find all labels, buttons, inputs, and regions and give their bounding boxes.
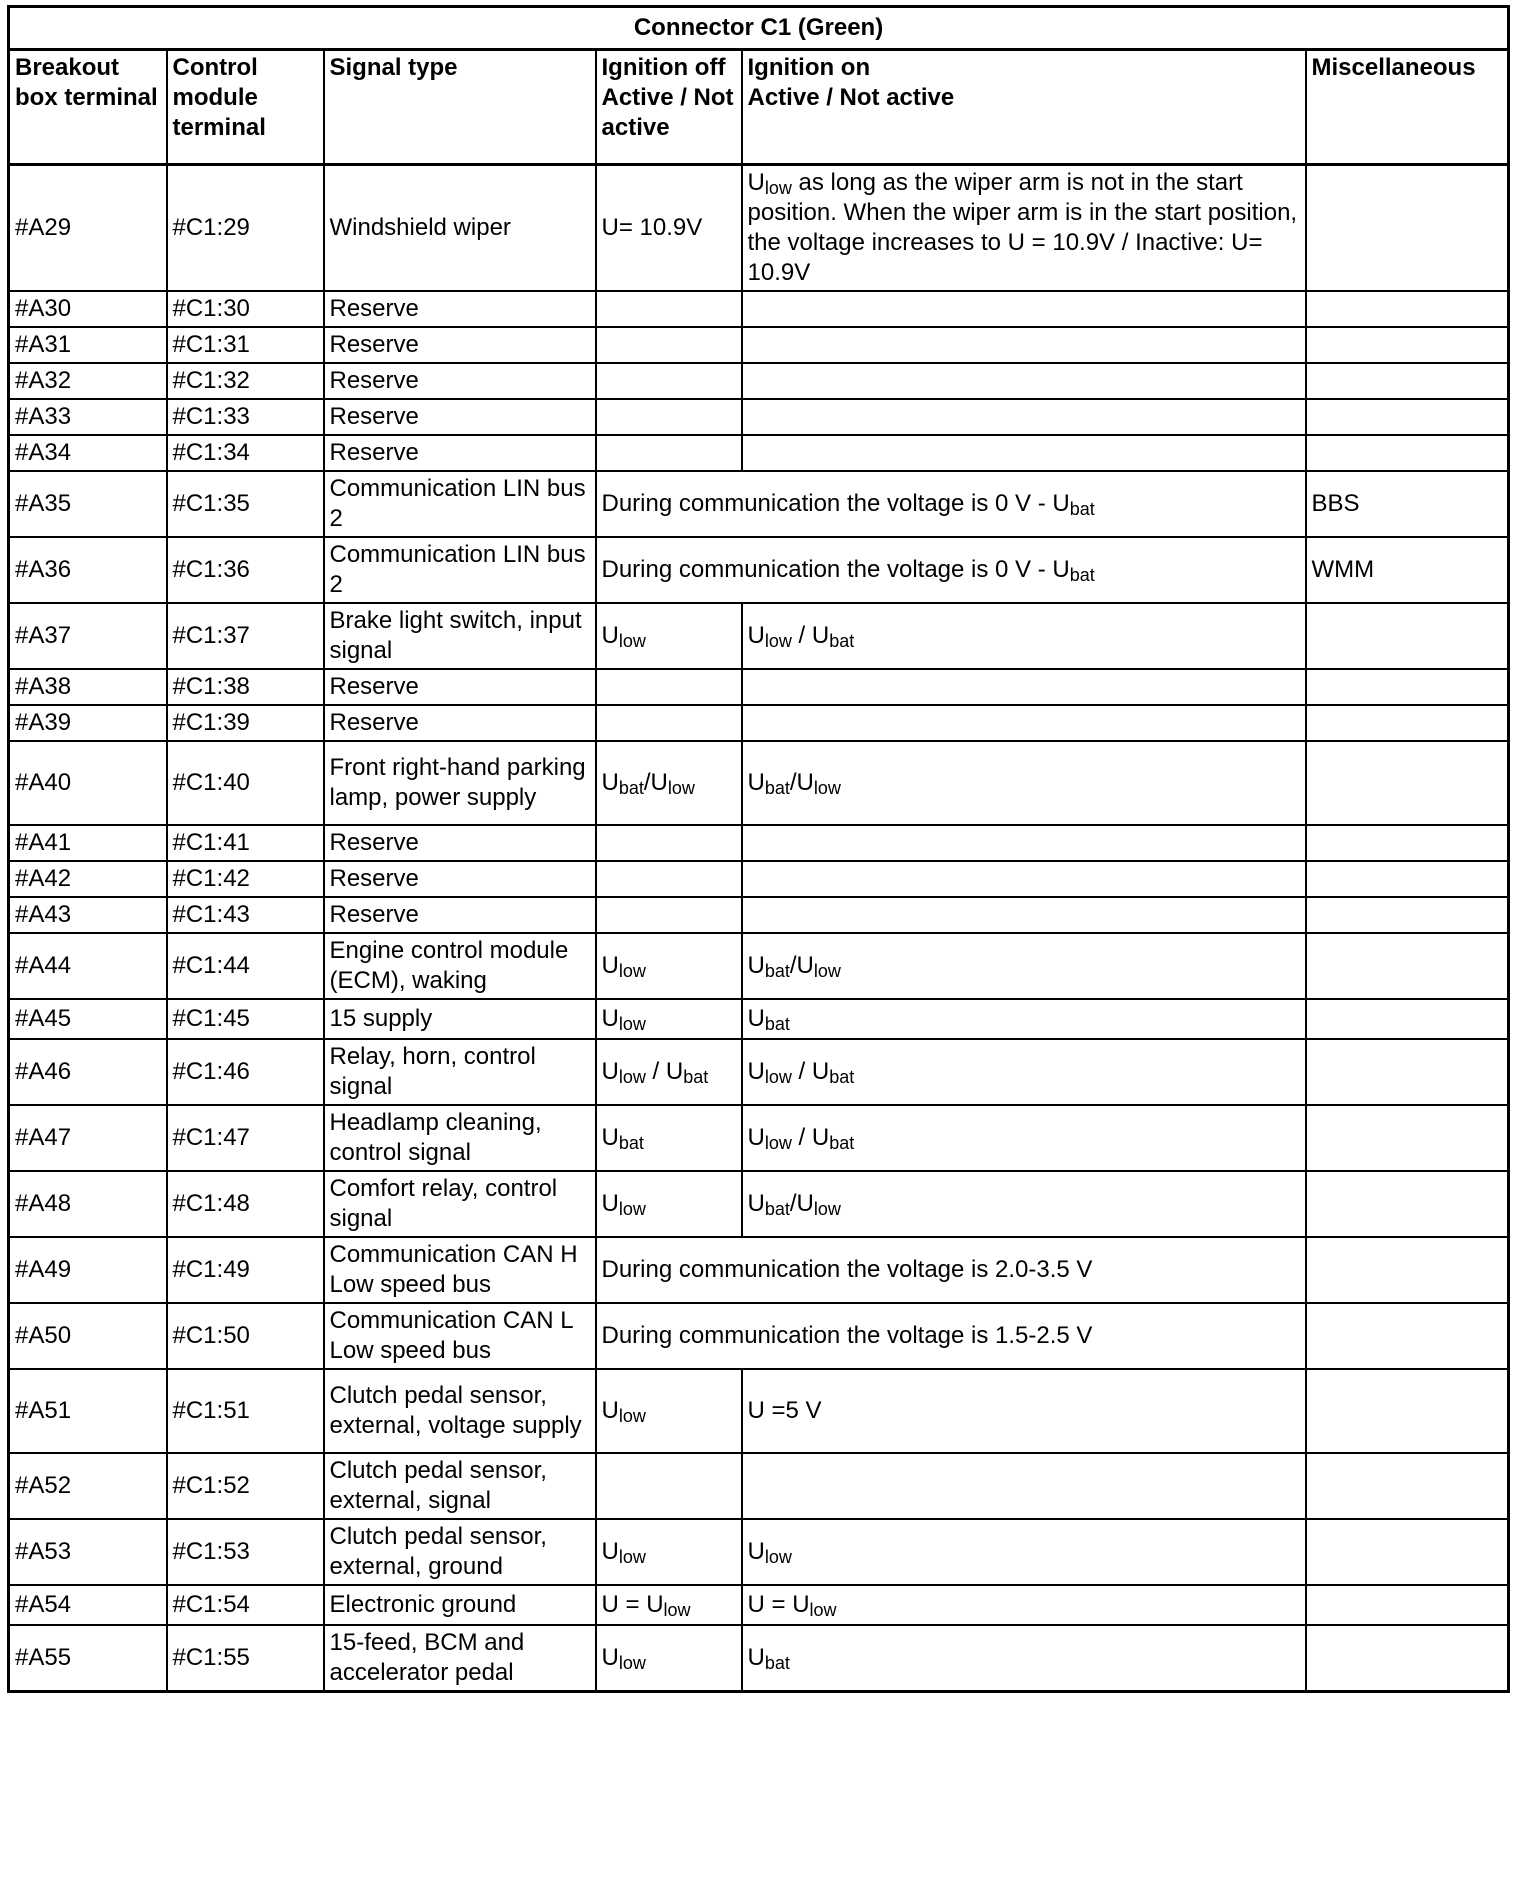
breakout-terminal-cell: #A40: [9, 741, 167, 825]
miscellaneous-cell: [1306, 1453, 1509, 1519]
breakout-terminal-cell: #A55: [9, 1625, 167, 1692]
miscellaneous-cell: [1306, 1585, 1509, 1625]
ignition-combined-cell: During communication the voltage is 0 V - $U_{bat}$: [596, 537, 1306, 603]
ignition-off-cell: [596, 705, 742, 741]
control-terminal-cell: #C1:38: [167, 669, 324, 705]
miscellaneous-cell: [1306, 435, 1509, 471]
ignition-on-cell: [742, 705, 1306, 741]
miscellaneous-cell: [1306, 291, 1509, 327]
table-row: [9, 435, 1509, 471]
table-row: [9, 1585, 1509, 1625]
connector-c1-table: [7, 5, 1510, 1693]
control-terminal-cell: #C1:54: [167, 1585, 324, 1625]
signal-type-cell: Headlamp cleaning, control signal: [324, 1105, 596, 1171]
breakout-terminal-cell: #A52: [9, 1453, 167, 1519]
signal-type-cell: Communication CAN H Low speed bus: [324, 1237, 596, 1303]
ignition-off-cell: $U_{low}$: [596, 1171, 742, 1237]
miscellaneous-cell: [1306, 165, 1509, 292]
signal-type-cell: Clutch pedal sensor, external, signal: [324, 1453, 596, 1519]
ignition-off-cell: $U_{low} / U_{bat}$: [596, 1039, 742, 1105]
ignition-off-cell: [596, 363, 742, 399]
control-terminal-cell: #C1:51: [167, 1369, 324, 1453]
control-terminal-cell: #C1:35: [167, 471, 324, 537]
ignition-on-cell: $U_{bat}/U_{low}$: [742, 1171, 1306, 1237]
ignition-off-cell: $U_{low}$: [596, 1625, 742, 1692]
miscellaneous-cell: [1306, 861, 1509, 897]
miscellaneous-cell: [1306, 741, 1509, 825]
ignition-on-cell: $U_{bat}/U_{low}$: [742, 741, 1306, 825]
table-row: [9, 1171, 1509, 1237]
ignition-off-cell: [596, 327, 742, 363]
control-terminal-cell: #C1:41: [167, 825, 324, 861]
breakout-terminal-cell: #A53: [9, 1519, 167, 1585]
signal-type-cell: Relay, horn, control signal: [324, 1039, 596, 1105]
signal-type-cell: Front right-hand parking lamp, power supply: [324, 741, 596, 825]
signal-type-cell: Reserve: [324, 435, 596, 471]
signal-type-cell: Clutch pedal sensor, external, voltage supply: [324, 1369, 596, 1453]
control-terminal-cell: #C1:29: [167, 165, 324, 292]
breakout-terminal-cell: #A30: [9, 291, 167, 327]
signal-type-cell: 15 supply: [324, 999, 596, 1039]
header-signal-type: Signal type: [324, 50, 596, 165]
signal-type-cell: Brake light switch, input signal: [324, 603, 596, 669]
breakout-terminal-cell: #A54: [9, 1585, 167, 1625]
ignition-on-cell: $U_{bat}$: [742, 999, 1306, 1039]
table-body: [9, 165, 1509, 1692]
ignition-on-cell: $U_{low}$ as long as the wiper arm is not in the start position. When the wiper arm is in the start position, the voltage increases to U = 10.9V / Inactive: U= 10.9V: [742, 165, 1306, 292]
miscellaneous-cell: [1306, 1303, 1509, 1369]
ignition-on-cell: [742, 1453, 1306, 1519]
ignition-on-cell: [742, 825, 1306, 861]
control-terminal-cell: #C1:45: [167, 999, 324, 1039]
breakout-terminal-cell: #A33: [9, 399, 167, 435]
control-terminal-cell: #C1:43: [167, 897, 324, 933]
breakout-terminal-cell: #A41: [9, 825, 167, 861]
ignition-on-cell: [742, 399, 1306, 435]
table-row: [9, 669, 1509, 705]
ignition-on-cell: [742, 897, 1306, 933]
table-row: [9, 933, 1509, 999]
table-row: [9, 1453, 1509, 1519]
ignition-off-cell: $U = U_{low}$: [596, 1585, 742, 1625]
signal-type-cell: Communication LIN bus 2: [324, 471, 596, 537]
table-row: [9, 363, 1509, 399]
signal-type-cell: Reserve: [324, 399, 596, 435]
miscellaneous-cell: [1306, 1039, 1509, 1105]
ignition-off-cell: [596, 435, 742, 471]
ignition-on-cell: $U = U_{low}$: [742, 1585, 1306, 1625]
table-row: [9, 291, 1509, 327]
ignition-on-cell: [742, 435, 1306, 471]
ignition-off-cell: $U_{low}$: [596, 1519, 742, 1585]
ignition-off-cell: [596, 291, 742, 327]
ignition-on-cell: [742, 327, 1306, 363]
miscellaneous-cell: [1306, 999, 1509, 1039]
breakout-terminal-cell: #A51: [9, 1369, 167, 1453]
control-terminal-cell: #C1:31: [167, 327, 324, 363]
table-row: [9, 897, 1509, 933]
table-row: [9, 825, 1509, 861]
table-row: [9, 165, 1509, 292]
table-row: [9, 705, 1509, 741]
miscellaneous-cell: [1306, 825, 1509, 861]
ignition-off-cell: [596, 897, 742, 933]
signal-type-cell: Communication LIN bus 2: [324, 537, 596, 603]
table-row: [9, 1303, 1509, 1369]
miscellaneous-cell: [1306, 327, 1509, 363]
breakout-terminal-cell: #A46: [9, 1039, 167, 1105]
table-row: [9, 399, 1509, 435]
control-terminal-cell: #C1:52: [167, 1453, 324, 1519]
miscellaneous-cell: [1306, 1171, 1509, 1237]
table-row: [9, 999, 1509, 1039]
breakout-terminal-cell: #A50: [9, 1303, 167, 1369]
ignition-on-cell: U =5 V: [742, 1369, 1306, 1453]
control-terminal-cell: #C1:55: [167, 1625, 324, 1692]
header-miscellaneous: Miscellaneous: [1306, 50, 1509, 165]
control-terminal-cell: #C1:47: [167, 1105, 324, 1171]
signal-type-cell: Communication CAN L Low speed bus: [324, 1303, 596, 1369]
control-terminal-cell: #C1:37: [167, 603, 324, 669]
signal-type-cell: Clutch pedal sensor, external, ground: [324, 1519, 596, 1585]
miscellaneous-cell: [1306, 933, 1509, 999]
breakout-terminal-cell: #A48: [9, 1171, 167, 1237]
signal-type-cell: Reserve: [324, 861, 596, 897]
ignition-combined-cell: During communication the voltage is 1.5-2.5 V: [596, 1303, 1306, 1369]
ignition-on-cell: [742, 291, 1306, 327]
ignition-on-cell: $U_{low}$: [742, 1519, 1306, 1585]
ignition-on-cell: [742, 861, 1306, 897]
ignition-on-cell: $U_{low} / U_{bat}$: [742, 1105, 1306, 1171]
ignition-on-cell: $U_{bat}/U_{low}$: [742, 933, 1306, 999]
signal-type-cell: Reserve: [324, 705, 596, 741]
miscellaneous-cell: [1306, 363, 1509, 399]
ignition-off-cell: $U_{low}$: [596, 603, 742, 669]
ignition-on-cell: [742, 363, 1306, 399]
miscellaneous-cell: WMM: [1306, 537, 1509, 603]
ignition-off-cell: [596, 825, 742, 861]
control-terminal-cell: #C1:30: [167, 291, 324, 327]
control-terminal-cell: #C1:32: [167, 363, 324, 399]
table-row: [9, 1105, 1509, 1171]
ignition-on-cell: $U_{low} / U_{bat}$: [742, 603, 1306, 669]
breakout-terminal-cell: #A47: [9, 1105, 167, 1171]
ignition-off-cell: $U_{bat}$: [596, 1105, 742, 1171]
header-ignition-off-sub: Active / Not active: [601, 84, 734, 141]
header-control-module-terminal: Control module terminal: [167, 50, 324, 165]
header-ignition-on-sub: Active / Not active: [747, 84, 955, 111]
control-terminal-cell: #C1:53: [167, 1519, 324, 1585]
ignition-off-cell: [596, 669, 742, 705]
control-terminal-cell: #C1:49: [167, 1237, 324, 1303]
miscellaneous-cell: [1306, 669, 1509, 705]
ignition-on-cell: [742, 669, 1306, 705]
ignition-on-cell: $U_{bat}$: [742, 1625, 1306, 1692]
header-breakout-box-terminal: Breakout box terminal: [9, 50, 167, 165]
breakout-terminal-cell: #A31: [9, 327, 167, 363]
table-row: [9, 471, 1509, 537]
header-ignition-on: [742, 50, 1306, 165]
table-row: [9, 1519, 1509, 1585]
ignition-off-cell: [596, 861, 742, 897]
ignition-on-cell: $U_{low} / U_{bat}$: [742, 1039, 1306, 1105]
breakout-terminal-cell: #A29: [9, 165, 167, 292]
ignition-off-cell: U= 10.9V: [596, 165, 742, 292]
control-terminal-cell: #C1:48: [167, 1171, 324, 1237]
miscellaneous-cell: [1306, 1519, 1509, 1585]
table-row: [9, 1625, 1509, 1692]
table-row: [9, 1369, 1509, 1453]
miscellaneous-cell: [1306, 705, 1509, 741]
control-terminal-cell: #C1:40: [167, 741, 324, 825]
control-terminal-cell: #C1:42: [167, 861, 324, 897]
signal-type-cell: Reserve: [324, 897, 596, 933]
signal-type-cell: Comfort relay, control signal: [324, 1171, 596, 1237]
breakout-terminal-cell: #A32: [9, 363, 167, 399]
breakout-terminal-cell: #A44: [9, 933, 167, 999]
control-terminal-cell: #C1:39: [167, 705, 324, 741]
control-terminal-cell: #C1:50: [167, 1303, 324, 1369]
signal-type-cell: Reserve: [324, 669, 596, 705]
control-terminal-cell: #C1:46: [167, 1039, 324, 1105]
ignition-off-cell: [596, 399, 742, 435]
miscellaneous-cell: [1306, 1105, 1509, 1171]
signal-type-cell: Windshield wiper: [324, 165, 596, 292]
control-terminal-cell: #C1:34: [167, 435, 324, 471]
breakout-terminal-cell: #A37: [9, 603, 167, 669]
breakout-terminal-cell: #A49: [9, 1237, 167, 1303]
signal-type-cell: Engine control module (ECM), waking: [324, 933, 596, 999]
miscellaneous-cell: [1306, 1369, 1509, 1453]
ignition-off-cell: $U_{low}$: [596, 933, 742, 999]
breakout-terminal-cell: #A39: [9, 705, 167, 741]
header-ignition-off: [596, 50, 742, 165]
signal-type-cell: Reserve: [324, 327, 596, 363]
control-terminal-cell: #C1:44: [167, 933, 324, 999]
table-row: [9, 603, 1509, 669]
table-row: [9, 537, 1509, 603]
breakout-terminal-cell: #A34: [9, 435, 167, 471]
table-row: [9, 327, 1509, 363]
miscellaneous-cell: [1306, 1625, 1509, 1692]
breakout-terminal-cell: #A36: [9, 537, 167, 603]
signal-type-cell: 15-feed, BCM and accelerator pedal: [324, 1625, 596, 1692]
ignition-off-cell: $U_{bat}/U_{low}$: [596, 741, 742, 825]
miscellaneous-cell: [1306, 897, 1509, 933]
header-ignition-on-title: Ignition on: [747, 54, 871, 81]
ignition-combined-cell: During communication the voltage is 0 V - $U_{bat}$: [596, 471, 1306, 537]
table-row: [9, 741, 1509, 825]
table-row: [9, 861, 1509, 897]
breakout-terminal-cell: #A45: [9, 999, 167, 1039]
ignition-off-cell: [596, 1453, 742, 1519]
miscellaneous-cell: BBS: [1306, 471, 1509, 537]
control-terminal-cell: #C1:36: [167, 537, 324, 603]
breakout-terminal-cell: #A38: [9, 669, 167, 705]
miscellaneous-cell: [1306, 603, 1509, 669]
signal-type-cell: Reserve: [324, 291, 596, 327]
signal-type-cell: Reserve: [324, 825, 596, 861]
signal-type-cell: Electronic ground: [324, 1585, 596, 1625]
table-row: [9, 1039, 1509, 1105]
ignition-off-cell: $U_{low}$: [596, 999, 742, 1039]
miscellaneous-cell: [1306, 399, 1509, 435]
breakout-terminal-cell: #A35: [9, 471, 167, 537]
ignition-off-cell: $U_{low}$: [596, 1369, 742, 1453]
ignition-combined-cell: During communication the voltage is 2.0-3.5 V: [596, 1237, 1306, 1303]
header-ignition-off-title: Ignition off: [601, 54, 726, 81]
table-row: [9, 1237, 1509, 1303]
control-terminal-cell: #C1:33: [167, 399, 324, 435]
breakout-terminal-cell: #A43: [9, 897, 167, 933]
miscellaneous-cell: [1306, 1237, 1509, 1303]
table-title: Connector C1 (Green): [9, 7, 1509, 50]
signal-type-cell: Reserve: [324, 363, 596, 399]
breakout-terminal-cell: #A42: [9, 861, 167, 897]
